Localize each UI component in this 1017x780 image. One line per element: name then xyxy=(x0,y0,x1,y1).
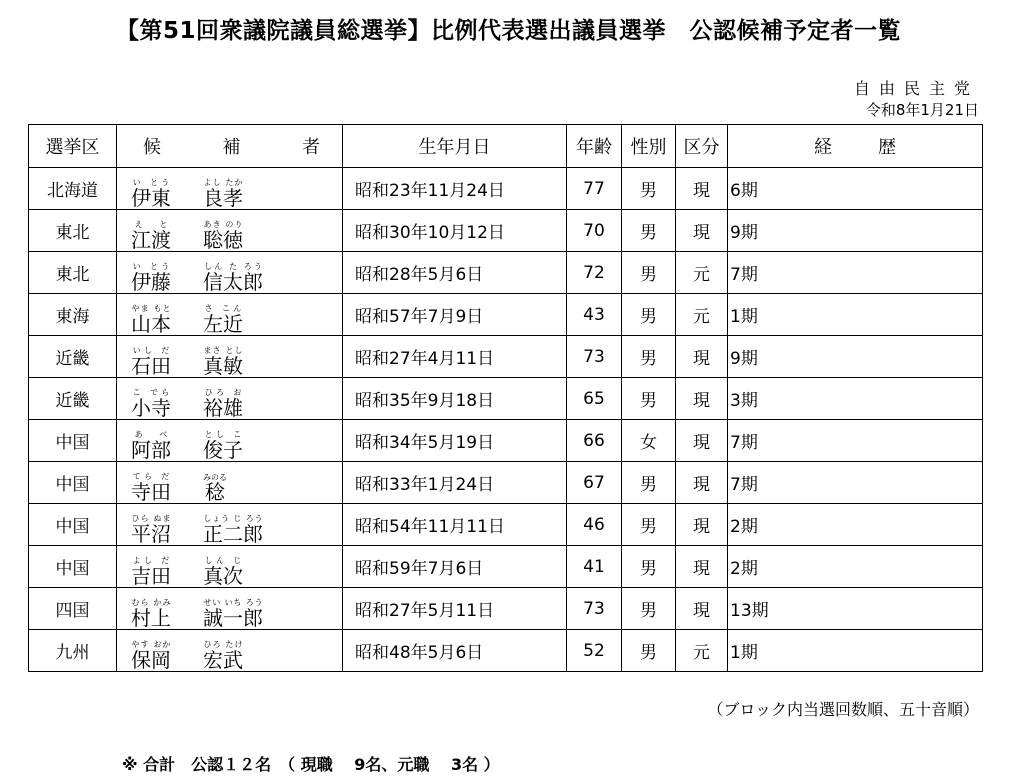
cell-status: 元 xyxy=(676,294,728,336)
cell-district: 四国 xyxy=(29,588,117,630)
surname-furigana: い とう xyxy=(131,178,171,187)
surname-furigana: こ でら xyxy=(131,388,171,397)
cell-age: 77 xyxy=(567,168,622,210)
cell-dob: 昭和33年1月24日 xyxy=(343,462,567,504)
cell-career: 7期 xyxy=(728,252,983,294)
surname-furigana: むら かみ xyxy=(131,598,171,607)
table-row xyxy=(29,630,983,672)
candidate-given-name: 俊子 xyxy=(203,438,243,462)
table-row xyxy=(29,504,983,546)
table-row xyxy=(29,294,983,336)
header-candidate-part: 補 xyxy=(222,137,241,158)
header-candidate-part: 候 xyxy=(143,137,161,158)
candidate-surname: 阿部 xyxy=(131,438,171,462)
table-row xyxy=(29,168,983,210)
header-gender: 性別 xyxy=(622,125,676,168)
candidate-given-name: 真敏 xyxy=(203,354,243,378)
header-status: 区分 xyxy=(676,125,728,168)
cell-age: 43 xyxy=(567,294,622,336)
candidate-given-name: 良孝 xyxy=(203,186,243,210)
cell-dob: 昭和27年5月11日 xyxy=(343,588,567,630)
cell-district: 中国 xyxy=(29,546,117,588)
cell-dob: 昭和28年5月6日 xyxy=(343,252,567,294)
header-dob: 生年月日 xyxy=(343,125,567,168)
cell-career: 1期 xyxy=(728,294,983,336)
cell-dob: 昭和34年5月19日 xyxy=(343,420,567,462)
cell-gender: 男 xyxy=(622,588,676,630)
given-furigana: とし こ xyxy=(203,430,243,439)
table-header-row xyxy=(29,125,983,168)
cell-dob: 昭和54年11月11日 xyxy=(343,504,567,546)
candidate-given-name: 信太郎 xyxy=(203,270,263,294)
header-candidate-part: 者 xyxy=(302,137,320,158)
candidate-surname: 小寺 xyxy=(131,396,171,420)
candidate-surname: 江渡 xyxy=(131,228,171,252)
candidate-surname: 平沼 xyxy=(131,522,171,546)
candidate-rows xyxy=(29,168,983,672)
cell-dob: 昭和48年5月6日 xyxy=(343,630,567,672)
cell-status: 現 xyxy=(676,210,728,252)
candidate-surname: 保岡 xyxy=(131,648,171,672)
cell-gender: 女 xyxy=(622,420,676,462)
cell-candidate-name xyxy=(117,630,343,672)
header-age: 年齢 xyxy=(567,125,622,168)
candidate-given-name: 左近 xyxy=(203,312,243,336)
sort-note: （ブロック内当選回数順、五十音順） xyxy=(707,700,979,719)
candidate-surname: 寺田 xyxy=(131,480,171,504)
cell-status: 現 xyxy=(676,462,728,504)
cell-gender: 男 xyxy=(622,546,676,588)
given-furigana: せい いち ろう xyxy=(203,598,263,607)
cell-dob: 昭和30年10月12日 xyxy=(343,210,567,252)
surname-furigana: よし だ xyxy=(131,556,171,565)
surname-furigana: え と xyxy=(131,220,171,229)
cell-career: 9期 xyxy=(728,210,983,252)
table-row xyxy=(29,588,983,630)
cell-district: 中国 xyxy=(29,462,117,504)
cell-district: 東北 xyxy=(29,210,117,252)
cell-age: 66 xyxy=(567,420,622,462)
surname-furigana: ひら ぬま xyxy=(131,514,171,523)
candidate-surname: 山本 xyxy=(131,312,171,336)
header-career xyxy=(728,125,983,168)
candidate-surname: 伊東 xyxy=(131,186,171,210)
cell-career: 2期 xyxy=(728,504,983,546)
header-career-part: 経 xyxy=(814,137,832,158)
cell-gender: 男 xyxy=(622,252,676,294)
candidate-given-name: 聡徳 xyxy=(203,228,243,252)
candidate-given-name: 稔 xyxy=(203,480,227,504)
candidate-given-name: 誠一郎 xyxy=(203,606,263,630)
cell-career: 7期 xyxy=(728,462,983,504)
cell-gender: 男 xyxy=(622,504,676,546)
cell-dob: 昭和59年7月6日 xyxy=(343,546,567,588)
candidate-surname: 伊藤 xyxy=(131,270,171,294)
given-furigana: よし たか xyxy=(203,178,243,187)
cell-district: 近畿 xyxy=(29,336,117,378)
cell-status: 現 xyxy=(676,546,728,588)
cell-age: 67 xyxy=(567,462,622,504)
candidate-surname: 吉田 xyxy=(131,564,171,588)
cell-candidate-name xyxy=(117,588,343,630)
cell-status: 現 xyxy=(676,588,728,630)
cell-career: 9期 xyxy=(728,336,983,378)
header-district: 選挙区 xyxy=(29,125,117,168)
given-furigana: ひろ たけ xyxy=(203,640,243,649)
document-date: 令和8年1月21日 xyxy=(865,101,979,119)
cell-district: 中国 xyxy=(29,504,117,546)
cell-age: 72 xyxy=(567,252,622,294)
candidate-given-name: 裕雄 xyxy=(203,396,243,420)
table-row xyxy=(29,252,983,294)
cell-dob: 昭和35年9月18日 xyxy=(343,378,567,420)
cell-gender: 男 xyxy=(622,168,676,210)
cell-candidate-name xyxy=(117,336,343,378)
cell-career: 6期 xyxy=(728,168,983,210)
cell-candidate-name xyxy=(117,504,343,546)
cell-status: 元 xyxy=(676,630,728,672)
cell-age: 41 xyxy=(567,546,622,588)
cell-career: 1期 xyxy=(728,630,983,672)
party-name: 自由民主党 xyxy=(853,79,979,98)
cell-career: 13期 xyxy=(728,588,983,630)
cell-status: 現 xyxy=(676,378,728,420)
header-candidate xyxy=(117,125,343,168)
cell-career: 2期 xyxy=(728,546,983,588)
surname-furigana: あ べ xyxy=(131,430,171,439)
cell-age: 52 xyxy=(567,630,622,672)
table-row xyxy=(29,546,983,588)
surname-furigana: やま もと xyxy=(131,304,171,313)
given-furigana: しん た ろう xyxy=(203,262,263,271)
cell-district: 北海道 xyxy=(29,168,117,210)
cell-age: 73 xyxy=(567,336,622,378)
cell-status: 現 xyxy=(676,504,728,546)
cell-dob: 昭和27年4月11日 xyxy=(343,336,567,378)
candidate-surname: 石田 xyxy=(131,354,171,378)
cell-gender: 男 xyxy=(622,630,676,672)
cell-candidate-name xyxy=(117,294,343,336)
table-row xyxy=(29,462,983,504)
given-furigana: しん じ xyxy=(203,556,243,565)
cell-career: 3期 xyxy=(728,378,983,420)
cell-gender: 男 xyxy=(622,336,676,378)
given-furigana: あき のり xyxy=(203,220,243,229)
cell-career: 7期 xyxy=(728,420,983,462)
table-row xyxy=(29,420,983,462)
header-career-part: 歴 xyxy=(878,137,896,158)
cell-district: 東海 xyxy=(29,294,117,336)
surname-furigana: い とう xyxy=(131,262,171,271)
cell-status: 現 xyxy=(676,168,728,210)
cell-district: 中国 xyxy=(29,420,117,462)
cell-age: 46 xyxy=(567,504,622,546)
cell-candidate-name xyxy=(117,462,343,504)
cell-candidate-name xyxy=(117,252,343,294)
surname-furigana: てら だ xyxy=(131,472,171,481)
cell-candidate-name xyxy=(117,546,343,588)
candidate-table xyxy=(28,124,983,672)
cell-district: 近畿 xyxy=(29,378,117,420)
candidate-given-name: 宏武 xyxy=(203,648,243,672)
cell-gender: 男 xyxy=(622,462,676,504)
summary-line: ※ 合計 公認１２名 （ 現職 9名、元職 3名 ） xyxy=(122,755,500,774)
given-furigana: みのる xyxy=(203,473,227,482)
table-row xyxy=(29,336,983,378)
surname-furigana: やす おか xyxy=(131,640,171,649)
surname-furigana: いし だ xyxy=(131,346,171,355)
given-furigana: ひろ お xyxy=(203,388,243,397)
given-furigana: さ こん xyxy=(203,304,243,313)
cell-gender: 男 xyxy=(622,378,676,420)
candidate-given-name: 正二郎 xyxy=(203,522,263,546)
cell-district: 九州 xyxy=(29,630,117,672)
table-row xyxy=(29,378,983,420)
cell-gender: 男 xyxy=(622,294,676,336)
cell-candidate-name xyxy=(117,378,343,420)
cell-status: 現 xyxy=(676,420,728,462)
candidate-given-name: 真次 xyxy=(203,564,243,588)
table-row xyxy=(29,210,983,252)
given-furigana: まさ とし xyxy=(203,346,243,355)
cell-dob: 昭和23年11月24日 xyxy=(343,168,567,210)
cell-candidate-name xyxy=(117,210,343,252)
candidate-surname: 村上 xyxy=(131,606,171,630)
cell-age: 65 xyxy=(567,378,622,420)
cell-gender: 男 xyxy=(622,210,676,252)
given-furigana: しょう じ ろう xyxy=(203,514,263,523)
cell-age: 73 xyxy=(567,588,622,630)
document-title: 【第51回衆議院議員総選挙】比例代表選出議員選挙 公認候補予定者一覧 xyxy=(115,18,901,44)
cell-candidate-name xyxy=(117,168,343,210)
cell-candidate-name xyxy=(117,420,343,462)
cell-status: 現 xyxy=(676,336,728,378)
cell-age: 70 xyxy=(567,210,622,252)
cell-district: 東北 xyxy=(29,252,117,294)
cell-dob: 昭和57年7月9日 xyxy=(343,294,567,336)
cell-status: 元 xyxy=(676,252,728,294)
